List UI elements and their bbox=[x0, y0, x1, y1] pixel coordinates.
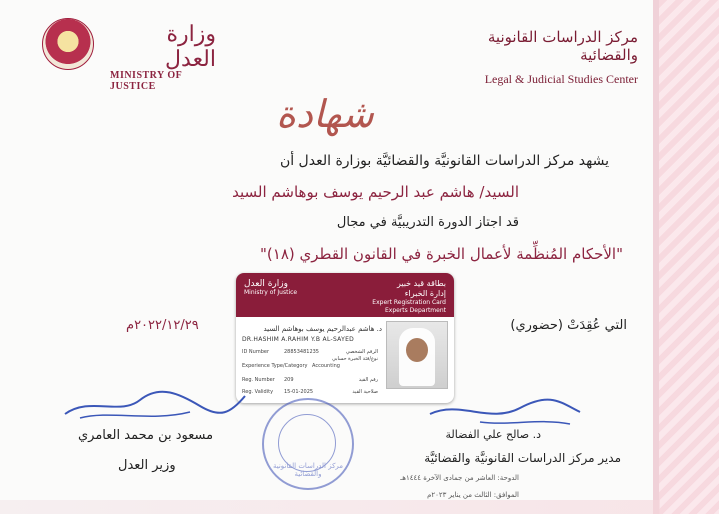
card-heading bbox=[372, 279, 446, 314]
card-row-value: 28853481235 bbox=[284, 349, 319, 355]
card-holder-name-ar: د. هاشم عبدالرحيم يوسف بوهاشم السيد bbox=[263, 325, 382, 333]
photo-face bbox=[406, 338, 428, 362]
card-row-key: Experience Type/Category bbox=[242, 363, 308, 369]
decorative-border-line bbox=[653, 0, 659, 514]
official-stamp bbox=[262, 398, 354, 490]
course-held: التي عُقِدَتْ (حضوري) bbox=[510, 318, 627, 333]
certificate-title: شهادة bbox=[276, 92, 374, 136]
issue-date-hijri: الدوحة: العاشر من جمادى الآخرة ١٤٤٤هـ bbox=[400, 474, 519, 482]
course-title: "الأحكام المُنظِّمة لأعمال الخبرة في القانون القطري (١٨)" bbox=[260, 245, 623, 263]
center-name-ar: مركز الدراسات القانونية والقضائية bbox=[487, 28, 638, 64]
card-row-value: Accounting bbox=[312, 363, 340, 369]
card-heading-en1: Expert Registration Card bbox=[372, 299, 446, 306]
stamp-text: مركز الدراسات القانونية والقضائية bbox=[272, 462, 344, 478]
certificate-statement: قد اجتاز الدورة التدريبيَّة في مجال bbox=[336, 215, 519, 230]
card-row-key: Reg. Number bbox=[242, 377, 275, 383]
expert-id-card bbox=[236, 273, 454, 403]
card-row-ar: نوع/فئة الخبرة حسابي bbox=[331, 356, 378, 362]
issue-date-gregorian: الموافق: الثالث من يناير ٢٠٢٣م bbox=[427, 491, 519, 499]
card-logo bbox=[244, 279, 297, 296]
certificate-intro: يشهد مركز الدراسات القانونيَّة والقضائيَّة بوزارة العدل أن bbox=[279, 153, 609, 169]
card-row-ar: رقم القيد bbox=[358, 377, 378, 383]
card-row-key: ID Number bbox=[242, 349, 269, 355]
minister-name: مسعود بن محمد العامري bbox=[78, 428, 214, 443]
card-row-key: Reg. Validity bbox=[242, 389, 274, 395]
minister-title: وزير العدل bbox=[118, 458, 176, 473]
card-heading-ar2: إدارة الخبراء bbox=[404, 289, 446, 298]
bottom-decoration bbox=[0, 500, 660, 514]
card-row-ar: الرقم الشخصي bbox=[345, 349, 378, 355]
course-date: ٢٠٢٢/١٢/٢٩م bbox=[126, 318, 199, 333]
card-row-ar: صلاحية القيد bbox=[352, 389, 378, 395]
ministry-logo bbox=[36, 12, 216, 92]
director-name: د. صالح علي الفضالة bbox=[445, 428, 541, 441]
card-row-value: 209 bbox=[284, 377, 294, 383]
ministry-name-ar: وزارة العدل bbox=[165, 22, 216, 72]
card-logo-en: Ministry of Justice bbox=[244, 289, 298, 296]
director-title: مدير مركز الدراسات القانونيَّة والقضائيَّة bbox=[424, 451, 621, 465]
card-holder-name-en: DR.HASHIM A.RAHIM Y.B AL-SAYED bbox=[242, 336, 355, 343]
center-logo bbox=[458, 28, 638, 86]
qatar-emblem-icon bbox=[42, 18, 94, 70]
card-logo-ar: وزارة العدل bbox=[244, 279, 288, 289]
center-name-en: Legal & Judicial Studies Center bbox=[484, 72, 638, 86]
card-header bbox=[236, 273, 454, 317]
card-heading-en2: Experts Department bbox=[384, 306, 446, 314]
card-row-value: 15-01-2025 bbox=[284, 389, 314, 395]
card-photo bbox=[386, 321, 448, 389]
director-signature bbox=[420, 396, 590, 430]
decorative-border bbox=[659, 0, 719, 514]
ministry-name-en: MINISTRY OF JUSTICE bbox=[110, 70, 182, 92]
minister-signature bbox=[60, 386, 250, 426]
recipient-name: السيد/ هاشم عبد الرحيم يوسف بوهاشم السيد bbox=[232, 183, 519, 201]
card-heading-ar1: بطاقة قيد خبير bbox=[396, 279, 446, 288]
